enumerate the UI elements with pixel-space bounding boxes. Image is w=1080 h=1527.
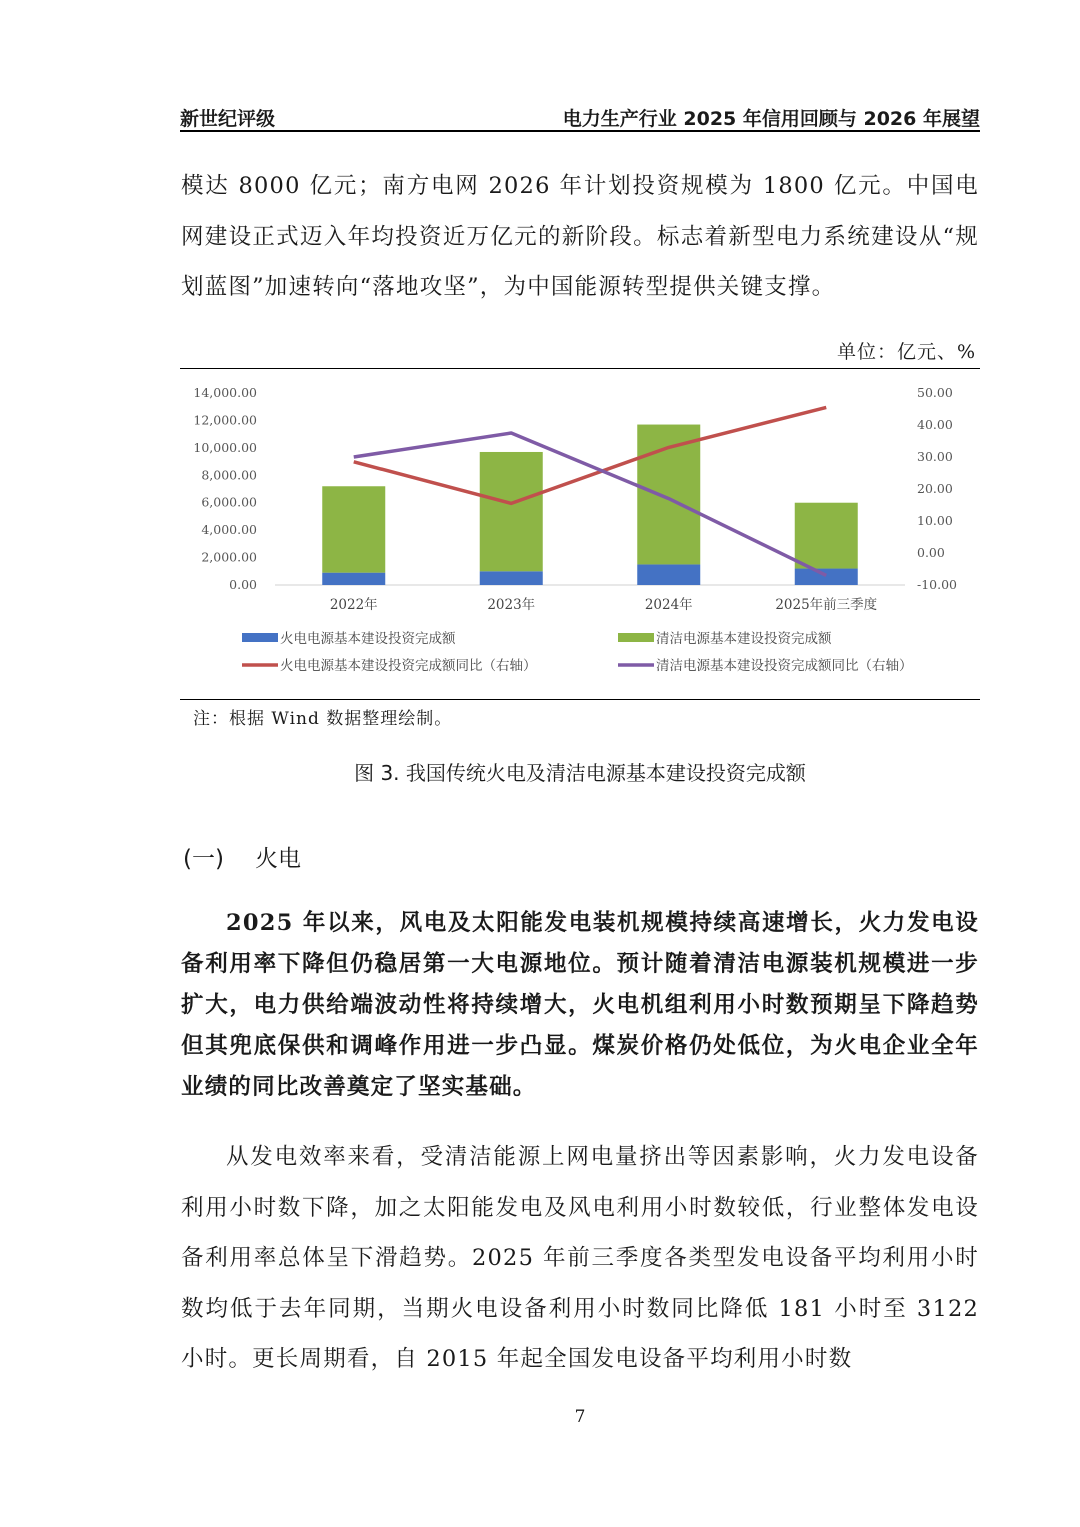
left-axis-tick-label: 4,000.00 [201,522,257,538]
right-axis-tick-label: 20.00 [917,481,953,496]
x-axis-category-label: 2023年 [487,597,536,613]
figure-caption: 图 3. 我国传统火电及清洁电源基本建设投资完成额 [354,761,806,785]
bar-segment [637,564,700,585]
page-number: 7 [574,1407,586,1427]
bar-segment [322,573,385,585]
section-heading [183,840,301,873]
chart-source-note: 注：根据 Wind 数据整理绘制。 [193,709,453,729]
bar-segment [322,486,385,572]
legend-label: 清洁电源基本建设投资完成额同比（右轴） [656,658,913,674]
legend-swatch [618,633,654,642]
series-line [354,433,827,575]
bar-segment [480,452,543,571]
left-axis-tick-label: 12,000.00 [193,412,257,428]
chart-unit-label: 单位：亿元、% [836,341,976,363]
section-number: (一) [183,846,224,872]
chart-container [180,368,980,700]
right-axis-tick-label: 40.00 [917,417,953,432]
bar-segment [637,425,700,565]
left-axis-tick-label: 14,000.00 [193,385,257,400]
legend-label: 火电电源基本建设投资完成额 [280,631,456,647]
page-header [180,100,980,132]
series-line [354,407,827,503]
left-axis-tick-label: 8,000.00 [201,467,257,483]
header-org-name: 新世纪评级 [180,108,276,130]
bar-segment [480,571,543,585]
right-axis-tick-label: 30.00 [917,449,953,464]
left-axis-tick-label: 0.00 [229,577,257,592]
bar-segment [795,503,858,569]
paragraph-generation-efficiency: 从发电效率来看，受清洁能源上网电量挤出等因素影响，火力发电设备利用小时数下降，加之太阳能发电及风电利用小时数较低，行业整体发电设备利用率总体呈下滑趋势。2025 年前三季度各类型发电设备平均利用小时数均低于去年同期，当期火电设备利用小时数同比降低 181 小时至 3122 小时。更长周期看，自 2015 年起全国发电设备平均利用小时数 [181,1144,979,1372]
right-axis-tick-label: -10.00 [917,577,958,592]
legend-label: 火电电源基本建设投资完成额同比（右轴） [280,658,537,674]
section-title: 火电 [255,846,301,872]
x-axis-category-label: 2024年 [644,597,693,613]
left-axis-tick-label: 10,000.00 [193,439,257,455]
legend-label: 清洁电源基本建设投资完成额 [656,631,832,647]
left-axis-tick-label: 6,000.00 [201,494,257,510]
investment-chart [180,369,980,699]
x-axis-category-label: 2025年前三季度 [775,597,878,613]
header-report-title: 电力生产行业 2025 年信用回顾与 2026 年展望 [562,108,980,130]
right-axis-tick-label: 10.00 [917,513,953,528]
legend-swatch [242,633,278,642]
paragraph-grid-investment: 模达 8000 亿元；南方电网 2026 年计划投资规模为 1800 亿元。中国电网建设正式迈入年均投资近万亿元的新阶段。标志着新型电力系统建设从“规划蓝图”加速转向“落地攻坚”，为中国能源转型提供关键支撑。 [181,173,979,300]
bar-segment [795,569,858,585]
x-axis-category-label: 2022年 [329,597,378,613]
left-axis-tick-label: 2,000.00 [201,549,257,565]
right-axis-tick-label: 0.00 [917,545,945,560]
right-axis-tick-label: 50.00 [917,385,953,400]
summary-paragraph: 2025 年以来，风电及太阳能发电装机规模持续高速增长，火力发电设备利用率下降但仍稳居第一大电源地位。预计随着清洁电源装机规模进一步扩大，电力供给端波动性将持续增大，火电机组利用小时数预期呈下降趋势但其兜底保供和调峰作用进一步凸显。煤炭价格仍处低位，为火电企业全年业绩的同比改善奠定了坚实基础。 [181,910,979,1100]
